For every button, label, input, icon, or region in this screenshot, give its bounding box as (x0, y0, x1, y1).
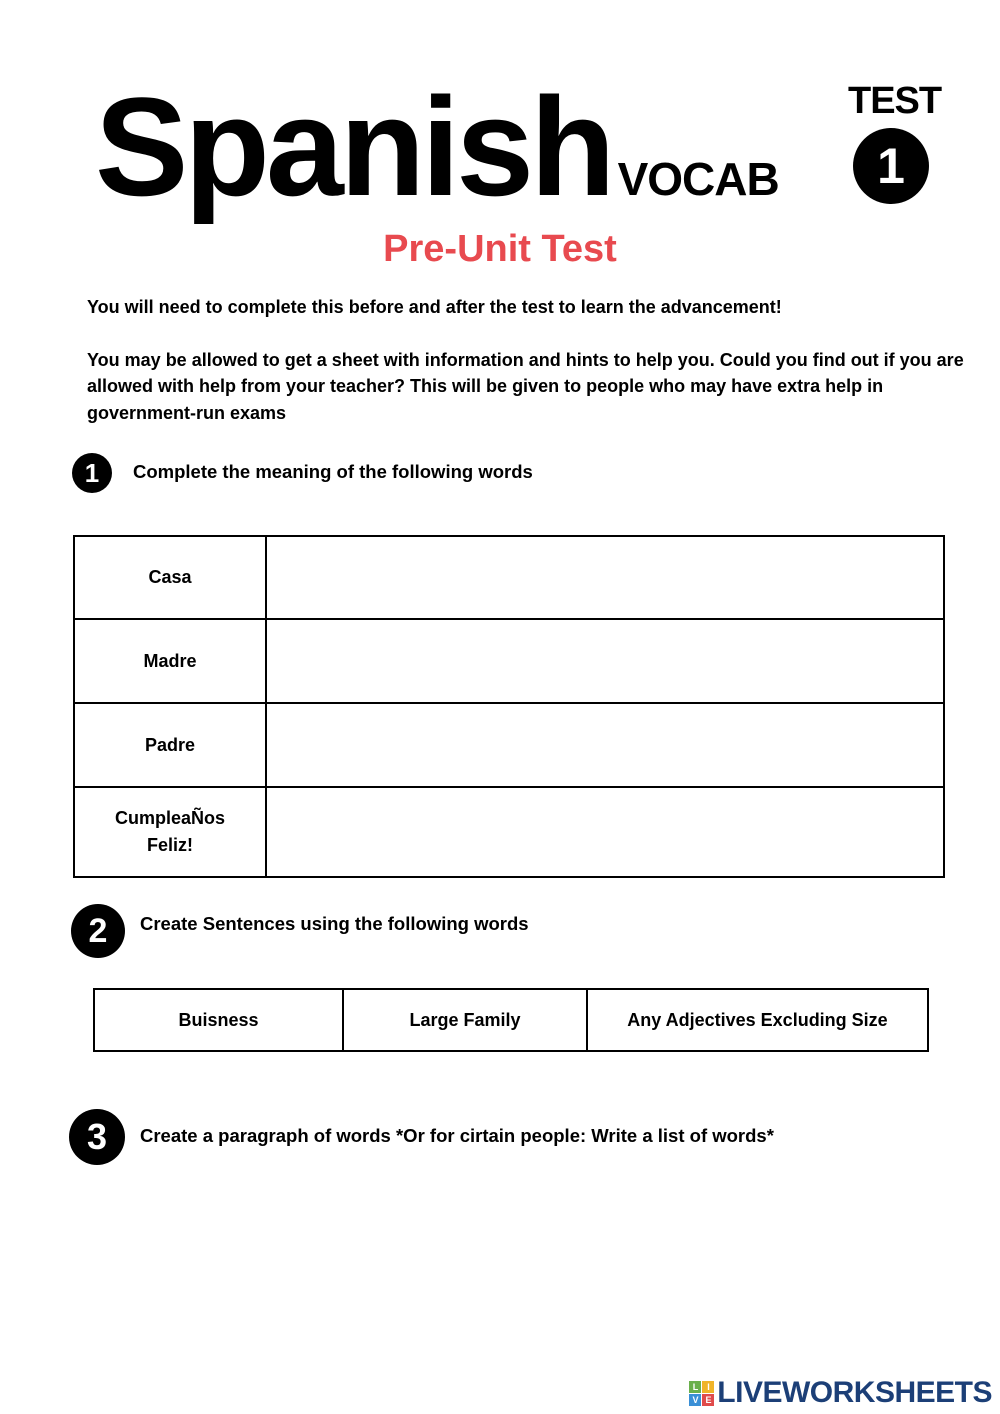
logo-icon (689, 1381, 714, 1406)
logo-letter: L (689, 1381, 701, 1393)
table-row (74, 787, 944, 877)
answer-cell[interactable] (266, 703, 944, 787)
liveworksheets-logo (689, 1376, 992, 1410)
title: Spanish (95, 68, 612, 225)
sentence-words-table (93, 988, 929, 1052)
word-cell: Buisness (94, 989, 343, 1051)
title-row (95, 70, 779, 224)
intro (87, 294, 967, 426)
logo-letter: I (702, 1381, 714, 1393)
word-cell: Padre (74, 703, 266, 787)
subtitle: Pre-Unit Test (383, 228, 617, 270)
section-3-number: 3 (69, 1109, 125, 1165)
intro-line-2: You may be allowed to get a sheet with information and hints to help you. Could you find out if you are allowed with help from your teacher? This will be given to people who may have extra help in government-run exams (87, 349, 964, 423)
section-1-number: 1 (72, 453, 112, 493)
answer-cell[interactable] (266, 536, 944, 619)
title-suffix: VOCAB (617, 153, 779, 205)
answer-cell[interactable] (266, 619, 944, 703)
word-cell: Any Adjectives Excluding Size (587, 989, 928, 1051)
section-3-heading: Create a paragraph of words *Or for cirtain people: Write a list of words* (140, 1125, 774, 1146)
table-row (94, 989, 928, 1051)
word-cell: CumpleaÑos Feliz! (74, 787, 266, 877)
test-number-badge: 1 (853, 128, 929, 204)
logo-text: LIVEWORKSHEETS (717, 1376, 992, 1409)
table-row (74, 619, 944, 703)
intro-line-1: You will need to complete this before and after the test to learn the advancement! (87, 297, 782, 317)
table-row (74, 536, 944, 619)
answer-cell[interactable] (266, 787, 944, 877)
word-cell: Casa (74, 536, 266, 619)
logo-letter: V (689, 1394, 701, 1406)
logo-letter: E (702, 1394, 714, 1406)
section-1-heading: Complete the meaning of the following words (133, 461, 533, 482)
section-2-number: 2 (71, 904, 125, 958)
table-row (74, 703, 944, 787)
word-cell: Madre (74, 619, 266, 703)
word-cell: Large Family (343, 989, 587, 1051)
section-2-heading: Create Sentences using the following words (140, 913, 529, 934)
meaning-table (73, 535, 945, 878)
test-label: TEST (848, 80, 942, 122)
